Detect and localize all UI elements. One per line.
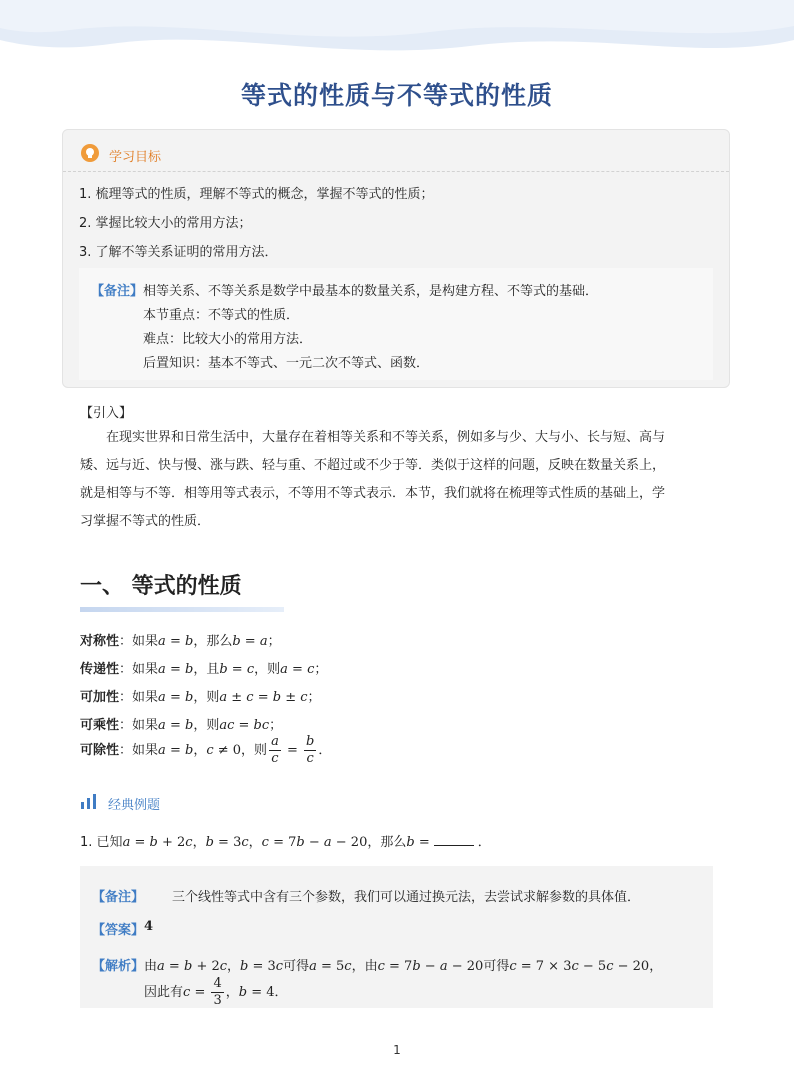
property-text: ，则 bbox=[254, 662, 281, 677]
intro-paragraph-line: 就是相等与不等．相等用等式表示，不等用不等式表示．本节，我们就将在梳理等式性质的基础上，学 bbox=[80, 486, 666, 501]
solution-text: 可得 bbox=[283, 959, 310, 974]
page-number: 1 bbox=[393, 1043, 401, 1057]
property-text: ，且 bbox=[193, 662, 220, 677]
property-divisibility: 可除性：如果a = b，c ≠ 0，则 $\frac{a}{c}$ = $\frac{b}{c}$ ． bbox=[80, 734, 332, 766]
header-wave-decoration bbox=[0, 0, 794, 70]
property-multiplicativity: 可乘性：如果a = b，则ac = bc； bbox=[80, 718, 283, 733]
learning-goals-box bbox=[62, 129, 730, 388]
solution-text: ． bbox=[274, 985, 288, 1000]
note-line: 后置知识：基本不等式、一元二次不等式、函数． bbox=[143, 356, 430, 371]
intro-paragraph-line: 矮、远与近、快与慢、涨与跌、轻与重、不超过或不少于等．类似于这样的问题，反映在数量关系上， bbox=[80, 458, 666, 473]
question-text: ，那么 bbox=[367, 835, 407, 850]
lightbulb-icon bbox=[81, 144, 99, 162]
property-text: ， bbox=[193, 743, 207, 758]
fraction-b-over-c: $\frac{b}{c}$ bbox=[306, 734, 315, 766]
note-line: 本节重点：不等式的性质． bbox=[143, 308, 300, 323]
solution-text: 由 bbox=[144, 959, 158, 974]
solution-note-text: 三个线性等式中含有三个参数，我们可以通过换元法，去尝试求解参数的具体值． bbox=[172, 890, 641, 905]
question-text: ， bbox=[192, 835, 206, 850]
property-name: 传递性 bbox=[80, 662, 120, 677]
property-text: ； bbox=[314, 662, 328, 677]
property-text: ，则 bbox=[241, 743, 268, 758]
property-text: ，则 bbox=[193, 690, 220, 705]
intro-label: 【引入】 bbox=[80, 406, 133, 421]
solution-text: 可得 bbox=[483, 959, 510, 974]
section-underline bbox=[80, 607, 284, 612]
property-name: 可乘性 bbox=[80, 718, 120, 733]
goal-item: 1. 梳理等式的性质，理解不等式的概念，掌握不等式的性质； bbox=[79, 187, 434, 202]
example-question-1: 1. 已知a = b + 2c，b = 3c，c = 7b − a − 20，那么b = ． bbox=[80, 835, 491, 850]
property-text: ：如果 bbox=[119, 718, 159, 733]
question-text: 已知 bbox=[96, 835, 123, 850]
question-number: 1. bbox=[80, 835, 93, 850]
note-line: 难点：比较大小的常用方法． bbox=[143, 332, 313, 347]
answer-tag: 【答案】 bbox=[92, 923, 145, 938]
solution-text: ， bbox=[225, 985, 239, 1000]
solution-tag: 【解析】 bbox=[92, 959, 145, 974]
property-text: ． bbox=[318, 743, 332, 758]
property-name: 可加性 bbox=[80, 690, 120, 705]
property-text: ； bbox=[267, 634, 281, 649]
property-text: ：如果 bbox=[119, 634, 159, 649]
fraction-a-over-c: $\frac{a}{c}$ bbox=[271, 734, 279, 766]
property-name: 可除性 bbox=[80, 743, 120, 758]
solution-line-2: 因此有c = $\frac{4}{3}$ ，b = 4． bbox=[144, 976, 288, 1008]
solution-text: ，由 bbox=[351, 959, 378, 974]
solution-text: ， bbox=[227, 959, 241, 974]
property-text: ，则 bbox=[193, 718, 220, 733]
property-additivity: 可加性：如果a = b，则a ± c = b ± c； bbox=[80, 690, 321, 705]
solution-line-1: 由a = b + 2c，b = 3c可得a = 5c，由c = 7b − a − 20可得c = 7 × 3c − 5c − 20， bbox=[144, 959, 663, 974]
goals-note-box bbox=[79, 268, 713, 380]
section-title: 一、 等式的性质 bbox=[80, 574, 242, 599]
learning-goals-header bbox=[63, 130, 729, 172]
bar-chart-icon bbox=[80, 793, 98, 809]
property-symmetry: 对称性：如果a = b，那么b = a； bbox=[80, 634, 281, 649]
property-text: ：如果 bbox=[119, 662, 159, 677]
math-expression: a bbox=[158, 634, 166, 649]
fraction-4-over-3: $\frac{4}{3}$ bbox=[213, 976, 222, 1008]
document-title: 等式的性质与不等式的性质 bbox=[240, 81, 553, 110]
goal-item: 3. 了解不等关系证明的常用方法． bbox=[79, 245, 278, 260]
note-line: 相等关系、不等关系是数学中最基本的数量关系，是构建方程、不等式的基础． bbox=[143, 284, 599, 299]
intro-paragraph-line: 习掌握不等式的性质． bbox=[80, 514, 211, 529]
property-text: ：如果 bbox=[119, 743, 159, 758]
property-name: 对称性 bbox=[80, 634, 120, 649]
property-text: ； bbox=[269, 718, 283, 733]
question-text: ． bbox=[477, 835, 491, 850]
property-transitivity: 传递性：如果a = b，且b = c，则a = c； bbox=[80, 662, 328, 677]
solution-box bbox=[80, 866, 713, 1008]
property-text: ； bbox=[307, 690, 321, 705]
solution-text: 因此有 bbox=[144, 985, 184, 1000]
property-text: ：如果 bbox=[119, 690, 159, 705]
answer-blank[interactable] bbox=[434, 833, 474, 846]
solution-note-tag: 【备注】 bbox=[92, 890, 145, 905]
property-text: ，那么 bbox=[193, 634, 233, 649]
answer-value: 4 bbox=[144, 919, 154, 934]
learning-goals-heading: 学习目标 bbox=[109, 150, 162, 165]
question-text: ， bbox=[248, 835, 262, 850]
examples-heading: 经典例题 bbox=[108, 798, 161, 813]
note-tag: 【备注】 bbox=[91, 284, 144, 299]
solution-text: ， bbox=[649, 959, 663, 974]
goal-item: 2. 掌握比较大小的常用方法； bbox=[79, 216, 252, 231]
intro-paragraph-line: 在现实世界和日常生活中，大量存在着相等关系和不等关系，例如多与少、大与小、长与短、高与 bbox=[106, 430, 666, 445]
